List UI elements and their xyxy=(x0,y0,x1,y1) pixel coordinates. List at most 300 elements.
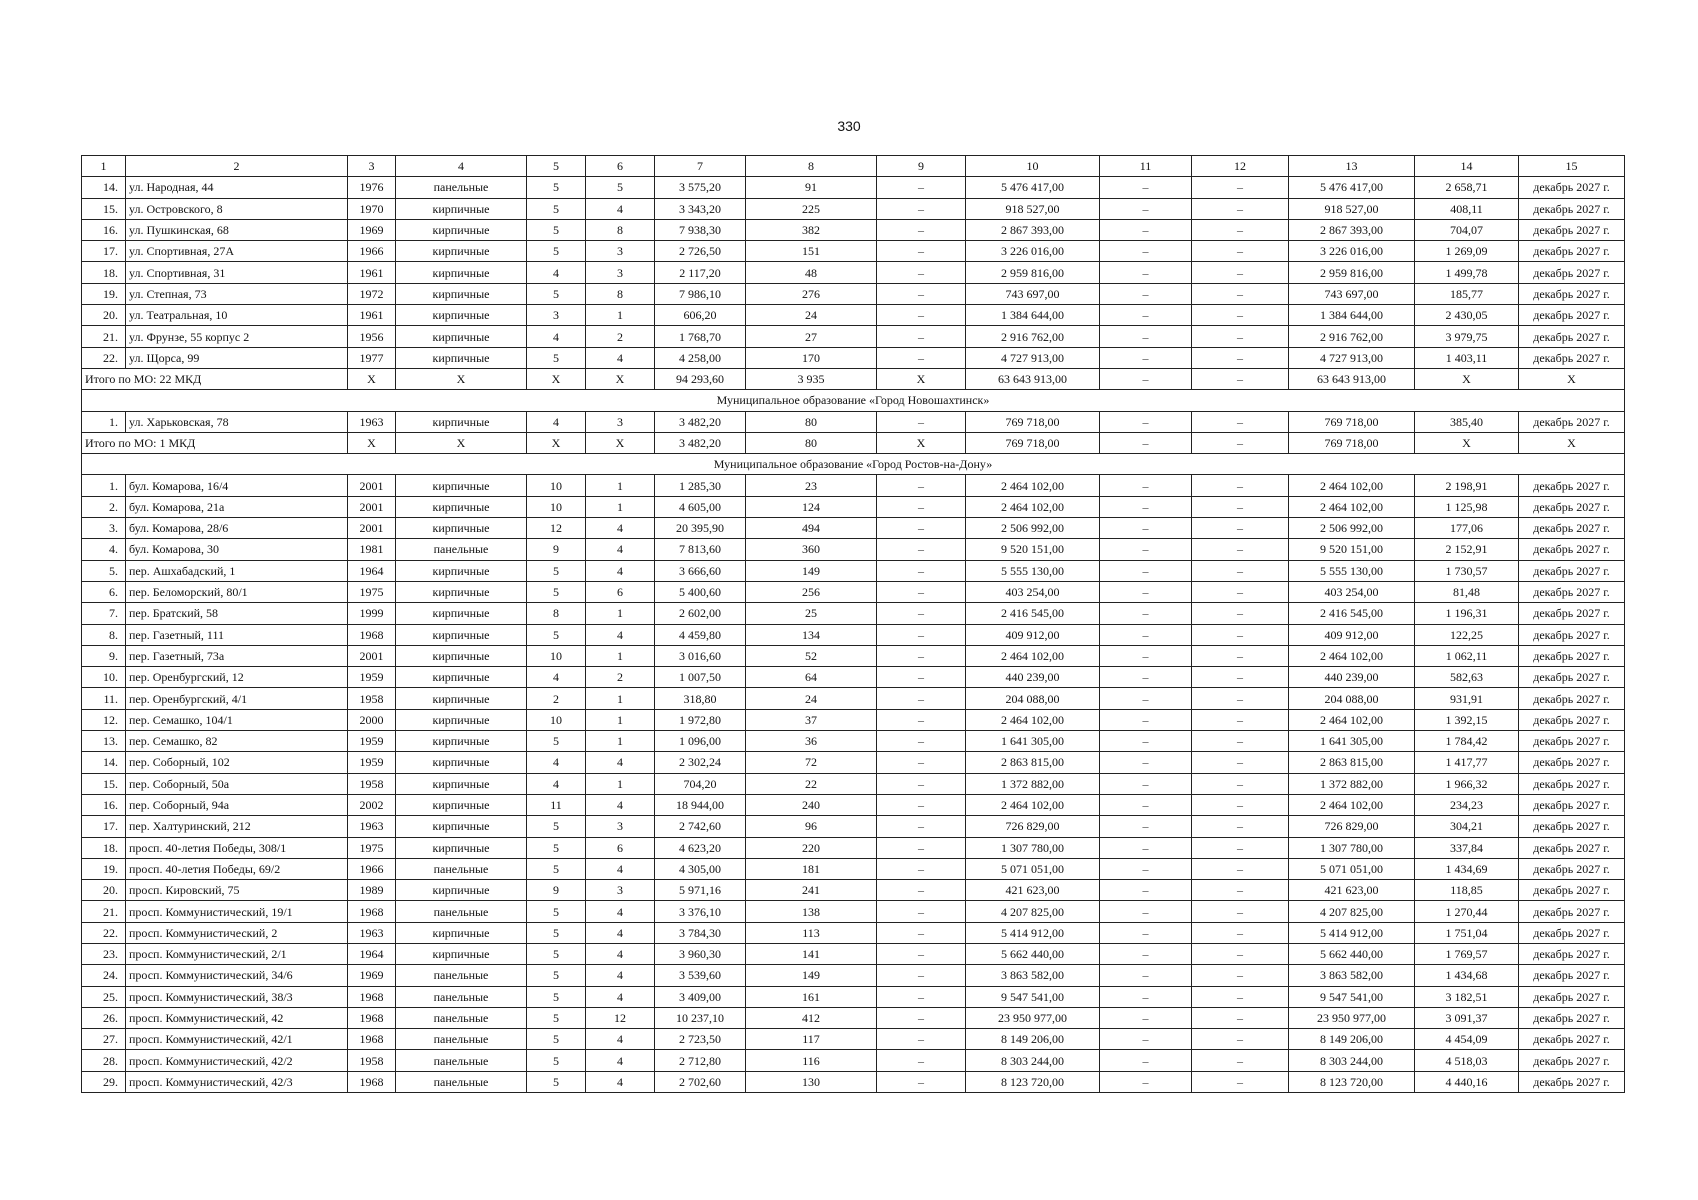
table-cell: 17. xyxy=(82,816,126,837)
table-cell: 2 658,71 xyxy=(1415,177,1519,198)
table-cell: 1961 xyxy=(348,262,396,283)
table-cell: 5 xyxy=(527,624,586,645)
table-cell: 1 xyxy=(586,688,655,709)
table-cell: 2 198,91 xyxy=(1415,475,1519,496)
table-cell: – xyxy=(1192,667,1289,688)
header-cell: 9 xyxy=(877,156,966,177)
table-row xyxy=(82,1071,1625,1092)
table-cell: – xyxy=(1192,496,1289,517)
table-cell: – xyxy=(877,518,966,539)
header-cell: 3 xyxy=(348,156,396,177)
table-row xyxy=(82,752,1625,773)
table-cell: кирпичные xyxy=(396,198,527,219)
table-cell: пер. Соборный, 50а xyxy=(126,773,348,794)
table-cell: – xyxy=(1192,965,1289,986)
header-row xyxy=(82,156,1625,177)
table-cell: 3 863 582,00 xyxy=(1289,965,1415,986)
table-cell: 1 434,69 xyxy=(1415,858,1519,879)
table-cell: кирпичные xyxy=(396,688,527,709)
table-cell: кирпичные xyxy=(396,794,527,815)
table-cell: 1 xyxy=(586,731,655,752)
table-cell: 2 464 102,00 xyxy=(1289,496,1415,517)
table-cell: 1 307 780,00 xyxy=(966,837,1100,858)
table-cell: 8 149 206,00 xyxy=(1289,1029,1415,1050)
table-cell: – xyxy=(877,965,966,986)
table-cell: 1 xyxy=(586,496,655,517)
table-cell: 1 xyxy=(586,475,655,496)
table-cell: декабрь 2027 г. xyxy=(1519,496,1625,517)
table-cell: 48 xyxy=(746,262,877,283)
total-cell: X xyxy=(1519,432,1625,453)
table-cell: 204 088,00 xyxy=(1289,688,1415,709)
table-cell: – xyxy=(1192,241,1289,262)
table-cell: 20 395,90 xyxy=(655,518,746,539)
table-cell: – xyxy=(1192,986,1289,1007)
table-cell: 1959 xyxy=(348,667,396,688)
total-row xyxy=(82,368,1625,389)
table-cell: 5 xyxy=(527,1029,586,1050)
table-cell: 5 xyxy=(527,731,586,752)
table-cell: – xyxy=(1192,1007,1289,1028)
table-cell: – xyxy=(1192,581,1289,602)
table-cell: 9 547 541,00 xyxy=(1289,986,1415,1007)
table-cell: – xyxy=(1100,688,1192,709)
table-cell: 25. xyxy=(82,986,126,1007)
total-cell: X xyxy=(527,368,586,389)
table-cell: декабрь 2027 г. xyxy=(1519,347,1625,368)
table-cell: декабрь 2027 г. xyxy=(1519,581,1625,602)
table-cell: 4 xyxy=(586,624,655,645)
table-cell: 2 464 102,00 xyxy=(1289,709,1415,730)
table-cell: – xyxy=(1100,901,1192,922)
table-cell: 4 xyxy=(586,752,655,773)
table-cell: 22 xyxy=(746,773,877,794)
table-cell: 931,91 xyxy=(1415,688,1519,709)
table-cell: – xyxy=(1192,1029,1289,1050)
table-cell: – xyxy=(1192,560,1289,581)
table-cell: – xyxy=(1100,922,1192,943)
table-cell: просп. Кировский, 75 xyxy=(126,880,348,901)
table-cell: декабрь 2027 г. xyxy=(1519,305,1625,326)
table-cell: декабрь 2027 г. xyxy=(1519,560,1625,581)
table-cell: просп. Коммунистический, 42 xyxy=(126,1007,348,1028)
table-cell: 2 916 762,00 xyxy=(966,326,1100,347)
table-cell: 2 416 545,00 xyxy=(1289,603,1415,624)
total-cell: X xyxy=(877,432,966,453)
table-cell: 9. xyxy=(82,645,126,666)
table-cell: декабрь 2027 г. xyxy=(1519,198,1625,219)
table-cell: 26. xyxy=(82,1007,126,1028)
table-cell: 5 xyxy=(527,347,586,368)
table-cell: 8 303 244,00 xyxy=(1289,1050,1415,1071)
table-cell: 5 662 440,00 xyxy=(1289,943,1415,964)
table-cell: – xyxy=(1192,347,1289,368)
table-cell: 10. xyxy=(82,667,126,688)
table-cell: – xyxy=(1192,603,1289,624)
table-cell: 5 xyxy=(527,198,586,219)
table-cell: 134 xyxy=(746,624,877,645)
table-cell: – xyxy=(877,1029,966,1050)
table-cell: 17. xyxy=(82,241,126,262)
table-cell: 22. xyxy=(82,347,126,368)
table-cell: 1989 xyxy=(348,880,396,901)
table-cell: – xyxy=(1192,880,1289,901)
table-cell: 10 237,10 xyxy=(655,1007,746,1028)
table-row xyxy=(82,880,1625,901)
table-cell: 1964 xyxy=(348,560,396,581)
table-cell: – xyxy=(1100,709,1192,730)
table-cell: 2 xyxy=(586,667,655,688)
table-cell: 1 007,50 xyxy=(655,667,746,688)
table-row xyxy=(82,1050,1625,1071)
table-cell: 2 702,60 xyxy=(655,1071,746,1092)
table-cell: 5 555 130,00 xyxy=(1289,560,1415,581)
table-cell: 2 863 815,00 xyxy=(966,752,1100,773)
table-cell: – xyxy=(1100,305,1192,326)
table-cell: 1958 xyxy=(348,773,396,794)
table-row xyxy=(82,965,1625,986)
table-cell: 4 xyxy=(586,1071,655,1092)
table-cell: кирпичные xyxy=(396,773,527,794)
table-cell: панельные xyxy=(396,1029,527,1050)
table-cell: – xyxy=(1192,177,1289,198)
table-cell: кирпичные xyxy=(396,837,527,858)
table-cell: 18. xyxy=(82,837,126,858)
table-cell: 124 xyxy=(746,496,877,517)
table-row xyxy=(82,901,1625,922)
total-cell: – xyxy=(1100,432,1192,453)
table-cell: 5 xyxy=(527,1007,586,1028)
table-cell: 220 xyxy=(746,837,877,858)
table-cell: 1959 xyxy=(348,731,396,752)
table-cell: – xyxy=(1100,880,1192,901)
table-row xyxy=(82,241,1625,262)
table-cell: ул. Щорса, 99 xyxy=(126,347,348,368)
table-cell: 2002 xyxy=(348,794,396,815)
table-cell: – xyxy=(1192,922,1289,943)
table-row xyxy=(82,837,1625,858)
table-cell: декабрь 2027 г. xyxy=(1519,219,1625,240)
total-cell: X xyxy=(1519,368,1625,389)
table-cell: 2 416 545,00 xyxy=(966,603,1100,624)
section-row xyxy=(82,454,1625,475)
table-cell: – xyxy=(1100,326,1192,347)
table-cell: ул. Харьковская, 78 xyxy=(126,411,348,432)
table-cell: 15. xyxy=(82,773,126,794)
table-cell: кирпичные xyxy=(396,241,527,262)
table-cell: 5 476 417,00 xyxy=(1289,177,1415,198)
total-cell: 769 718,00 xyxy=(1289,432,1415,453)
table-cell: 7. xyxy=(82,603,126,624)
table-cell: 494 xyxy=(746,518,877,539)
table-cell: 10 xyxy=(527,645,586,666)
table-cell: декабрь 2027 г. xyxy=(1519,837,1625,858)
table-cell: 1. xyxy=(82,475,126,496)
table-cell: 2001 xyxy=(348,645,396,666)
table-cell: 412 xyxy=(746,1007,877,1028)
table-cell: 1 499,78 xyxy=(1415,262,1519,283)
table-cell: 440 239,00 xyxy=(966,667,1100,688)
table-cell: 24 xyxy=(746,688,877,709)
table-cell: – xyxy=(1100,1071,1192,1092)
table-cell: 8 123 720,00 xyxy=(1289,1071,1415,1092)
table-cell: 10 xyxy=(527,709,586,730)
table-cell: кирпичные xyxy=(396,922,527,943)
header-cell: 5 xyxy=(527,156,586,177)
table-cell: – xyxy=(1100,603,1192,624)
table-cell: панельные xyxy=(396,901,527,922)
table-cell: декабрь 2027 г. xyxy=(1519,794,1625,815)
table-cell: 5 xyxy=(527,965,586,986)
table-cell: – xyxy=(1100,262,1192,283)
table-cell: 1 xyxy=(586,773,655,794)
table-cell: 28. xyxy=(82,1050,126,1071)
table-cell: пер. Оренбургский, 4/1 xyxy=(126,688,348,709)
table-cell: 52 xyxy=(746,645,877,666)
table-cell: 2 506 992,00 xyxy=(966,518,1100,539)
table-cell: 5 555 130,00 xyxy=(966,560,1100,581)
header-cell: 13 xyxy=(1289,156,1415,177)
page-number: 330 xyxy=(837,118,861,134)
table-cell: 5 xyxy=(527,219,586,240)
table-cell: просп. Коммунистический, 42/3 xyxy=(126,1071,348,1092)
table-cell: 4 xyxy=(527,326,586,347)
table-cell: 2 464 102,00 xyxy=(966,794,1100,815)
table-cell: – xyxy=(1100,794,1192,815)
table-cell: 23 xyxy=(746,475,877,496)
table-cell: – xyxy=(1100,581,1192,602)
table-cell: пер. Семашко, 104/1 xyxy=(126,709,348,730)
table-cell: – xyxy=(877,305,966,326)
table-row xyxy=(82,816,1625,837)
table-cell: 1 768,70 xyxy=(655,326,746,347)
table-cell: 1 641 305,00 xyxy=(966,731,1100,752)
header-cell: 6 xyxy=(586,156,655,177)
table-cell: 11 xyxy=(527,794,586,815)
table-cell: 2. xyxy=(82,496,126,517)
table-cell: панельные xyxy=(396,1071,527,1092)
table-cell: 3 482,20 xyxy=(655,411,746,432)
table-cell: кирпичные xyxy=(396,731,527,752)
table-cell: 5 xyxy=(527,943,586,964)
table-cell: 2 863 815,00 xyxy=(1289,752,1415,773)
table-cell: – xyxy=(877,347,966,368)
table-cell: 5 xyxy=(527,581,586,602)
table-cell: 27. xyxy=(82,1029,126,1050)
table-cell: 1 384 644,00 xyxy=(1289,305,1415,326)
table-cell: – xyxy=(877,731,966,752)
header-cell: 2 xyxy=(126,156,348,177)
table-row xyxy=(82,262,1625,283)
table-cell: 2 xyxy=(527,688,586,709)
table-cell: 23 950 977,00 xyxy=(966,1007,1100,1028)
table-cell: декабрь 2027 г. xyxy=(1519,709,1625,730)
table-cell: 116 xyxy=(746,1050,877,1071)
total-cell: 3 482,20 xyxy=(655,432,746,453)
table-cell: панельные xyxy=(396,177,527,198)
table-cell: 4 605,00 xyxy=(655,496,746,517)
table-row xyxy=(82,603,1625,624)
table-cell: – xyxy=(877,603,966,624)
table-cell: 22. xyxy=(82,922,126,943)
table-cell: 5 xyxy=(527,177,586,198)
table-cell: 4 xyxy=(586,901,655,922)
table-cell: – xyxy=(877,1050,966,1071)
table-cell: 2 464 102,00 xyxy=(1289,475,1415,496)
section-title: Муниципальное образование «Город Ростов-на-Дону» xyxy=(82,454,1625,475)
table-cell: 122,25 xyxy=(1415,624,1519,645)
table-cell: 1969 xyxy=(348,219,396,240)
table-cell: 8 xyxy=(586,219,655,240)
table-cell: 1975 xyxy=(348,581,396,602)
table-cell: кирпичные xyxy=(396,816,527,837)
section-title: Муниципальное образование «Город Новошахтинск» xyxy=(82,390,1625,411)
table-cell: – xyxy=(1192,943,1289,964)
table-cell: 1975 xyxy=(348,837,396,858)
table-cell: 4 xyxy=(527,262,586,283)
table-cell: 225 xyxy=(746,198,877,219)
table-cell: 606,20 xyxy=(655,305,746,326)
total-cell: – xyxy=(1192,432,1289,453)
table-cell: декабрь 2027 г. xyxy=(1519,1029,1625,1050)
table-cell: кирпичные xyxy=(396,624,527,645)
table-cell: 3 226 016,00 xyxy=(1289,241,1415,262)
total-cell: X xyxy=(396,432,527,453)
table-cell: 2 867 393,00 xyxy=(1289,219,1415,240)
table-cell: 403 254,00 xyxy=(966,581,1100,602)
table-row xyxy=(82,283,1625,304)
table-cell: – xyxy=(877,901,966,922)
table-cell: 726 829,00 xyxy=(966,816,1100,837)
table-cell: – xyxy=(877,539,966,560)
table-cell: – xyxy=(877,1071,966,1092)
table-cell: просп. Коммунистический, 42/2 xyxy=(126,1050,348,1071)
table-cell: 4 xyxy=(586,858,655,879)
table-cell: – xyxy=(1100,837,1192,858)
table-cell: декабрь 2027 г. xyxy=(1519,262,1625,283)
table-cell: 9 547 541,00 xyxy=(966,986,1100,1007)
table-cell: 4 xyxy=(586,539,655,560)
table-cell: просп. Коммунистический, 19/1 xyxy=(126,901,348,922)
table-cell: 72 xyxy=(746,752,877,773)
total-cell: 3 935 xyxy=(746,368,877,389)
table-cell: 4 459,80 xyxy=(655,624,746,645)
table-cell: 1969 xyxy=(348,965,396,986)
table-cell: – xyxy=(877,411,966,432)
table-cell: 2 506 992,00 xyxy=(1289,518,1415,539)
table-cell: – xyxy=(1192,219,1289,240)
table-cell: панельные xyxy=(396,1050,527,1071)
table-cell: 36 xyxy=(746,731,877,752)
table-cell: 3 226 016,00 xyxy=(966,241,1100,262)
table-cell: 1999 xyxy=(348,603,396,624)
table-cell: 23. xyxy=(82,943,126,964)
table-cell: 14. xyxy=(82,177,126,198)
table-cell: 1 769,57 xyxy=(1415,943,1519,964)
table-cell: 177,06 xyxy=(1415,518,1519,539)
table-cell: 1963 xyxy=(348,922,396,943)
table-cell: 2 726,50 xyxy=(655,241,746,262)
table-cell: кирпичные xyxy=(396,347,527,368)
table-row xyxy=(82,709,1625,730)
table-row xyxy=(82,645,1625,666)
table-cell: 149 xyxy=(746,560,877,581)
table-cell: – xyxy=(1100,1007,1192,1028)
table-row xyxy=(82,560,1625,581)
table-cell: 1 403,11 xyxy=(1415,347,1519,368)
total-cell: X xyxy=(1415,368,1519,389)
table-cell: – xyxy=(1100,986,1192,1007)
table-cell: бул. Комарова, 21а xyxy=(126,496,348,517)
total-cell: X xyxy=(527,432,586,453)
table-cell: просп. 40-летия Победы, 69/2 xyxy=(126,858,348,879)
table-cell: – xyxy=(1100,496,1192,517)
table-cell: декабрь 2027 г. xyxy=(1519,1050,1625,1071)
table-cell: 1 372 882,00 xyxy=(1289,773,1415,794)
table-cell: 3 016,60 xyxy=(655,645,746,666)
table-row xyxy=(82,177,1625,198)
table-row xyxy=(82,858,1625,879)
table-cell: кирпичные xyxy=(396,219,527,240)
table-cell: декабрь 2027 г. xyxy=(1519,858,1625,879)
table-cell: 2 xyxy=(586,326,655,347)
table-cell: 4 440,16 xyxy=(1415,1071,1519,1092)
table-cell: 10 xyxy=(527,496,586,517)
table-cell: 12 xyxy=(527,518,586,539)
table-cell: ул. Народная, 44 xyxy=(126,177,348,198)
table-cell: 360 xyxy=(746,539,877,560)
table-cell: 18 944,00 xyxy=(655,794,746,815)
table-cell: 5 xyxy=(527,241,586,262)
table-cell: ул. Фрунзе, 55 корпус 2 xyxy=(126,326,348,347)
table-cell: 1 392,15 xyxy=(1415,709,1519,730)
table-cell: пер. Газетный, 73а xyxy=(126,645,348,666)
table-cell: 20. xyxy=(82,305,126,326)
table-cell: – xyxy=(1100,965,1192,986)
table-cell: 1 372 882,00 xyxy=(966,773,1100,794)
table-cell: кирпичные xyxy=(396,581,527,602)
table-cell: 91 xyxy=(746,177,877,198)
table-cell: 4 xyxy=(586,198,655,219)
table-cell: 24 xyxy=(746,305,877,326)
table-cell: пер. Оренбургский, 12 xyxy=(126,667,348,688)
table-cell: – xyxy=(877,752,966,773)
table-cell: 4 258,00 xyxy=(655,347,746,368)
table-cell: – xyxy=(1192,901,1289,922)
table-cell: 1977 xyxy=(348,347,396,368)
table-cell: 1970 xyxy=(348,198,396,219)
table-cell: 138 xyxy=(746,901,877,922)
table-cell: 4 207 825,00 xyxy=(1289,901,1415,922)
table-body xyxy=(82,156,1625,1093)
table-cell: 3 xyxy=(586,880,655,901)
table-cell: 7 938,30 xyxy=(655,219,746,240)
table-cell: 234,23 xyxy=(1415,794,1519,815)
table-cell: 5 xyxy=(527,837,586,858)
table-cell: 1976 xyxy=(348,177,396,198)
table-cell: кирпичные xyxy=(396,709,527,730)
table-cell: 2 464 102,00 xyxy=(966,645,1100,666)
table-cell: 1. xyxy=(82,411,126,432)
table-cell: – xyxy=(877,709,966,730)
table-cell: 2 959 816,00 xyxy=(966,262,1100,283)
table-cell: – xyxy=(877,943,966,964)
table-cell: 1 417,77 xyxy=(1415,752,1519,773)
table-cell: кирпичные xyxy=(396,752,527,773)
table-cell: – xyxy=(1100,624,1192,645)
table-cell: 9 520 151,00 xyxy=(1289,539,1415,560)
total-cell: X xyxy=(1415,432,1519,453)
